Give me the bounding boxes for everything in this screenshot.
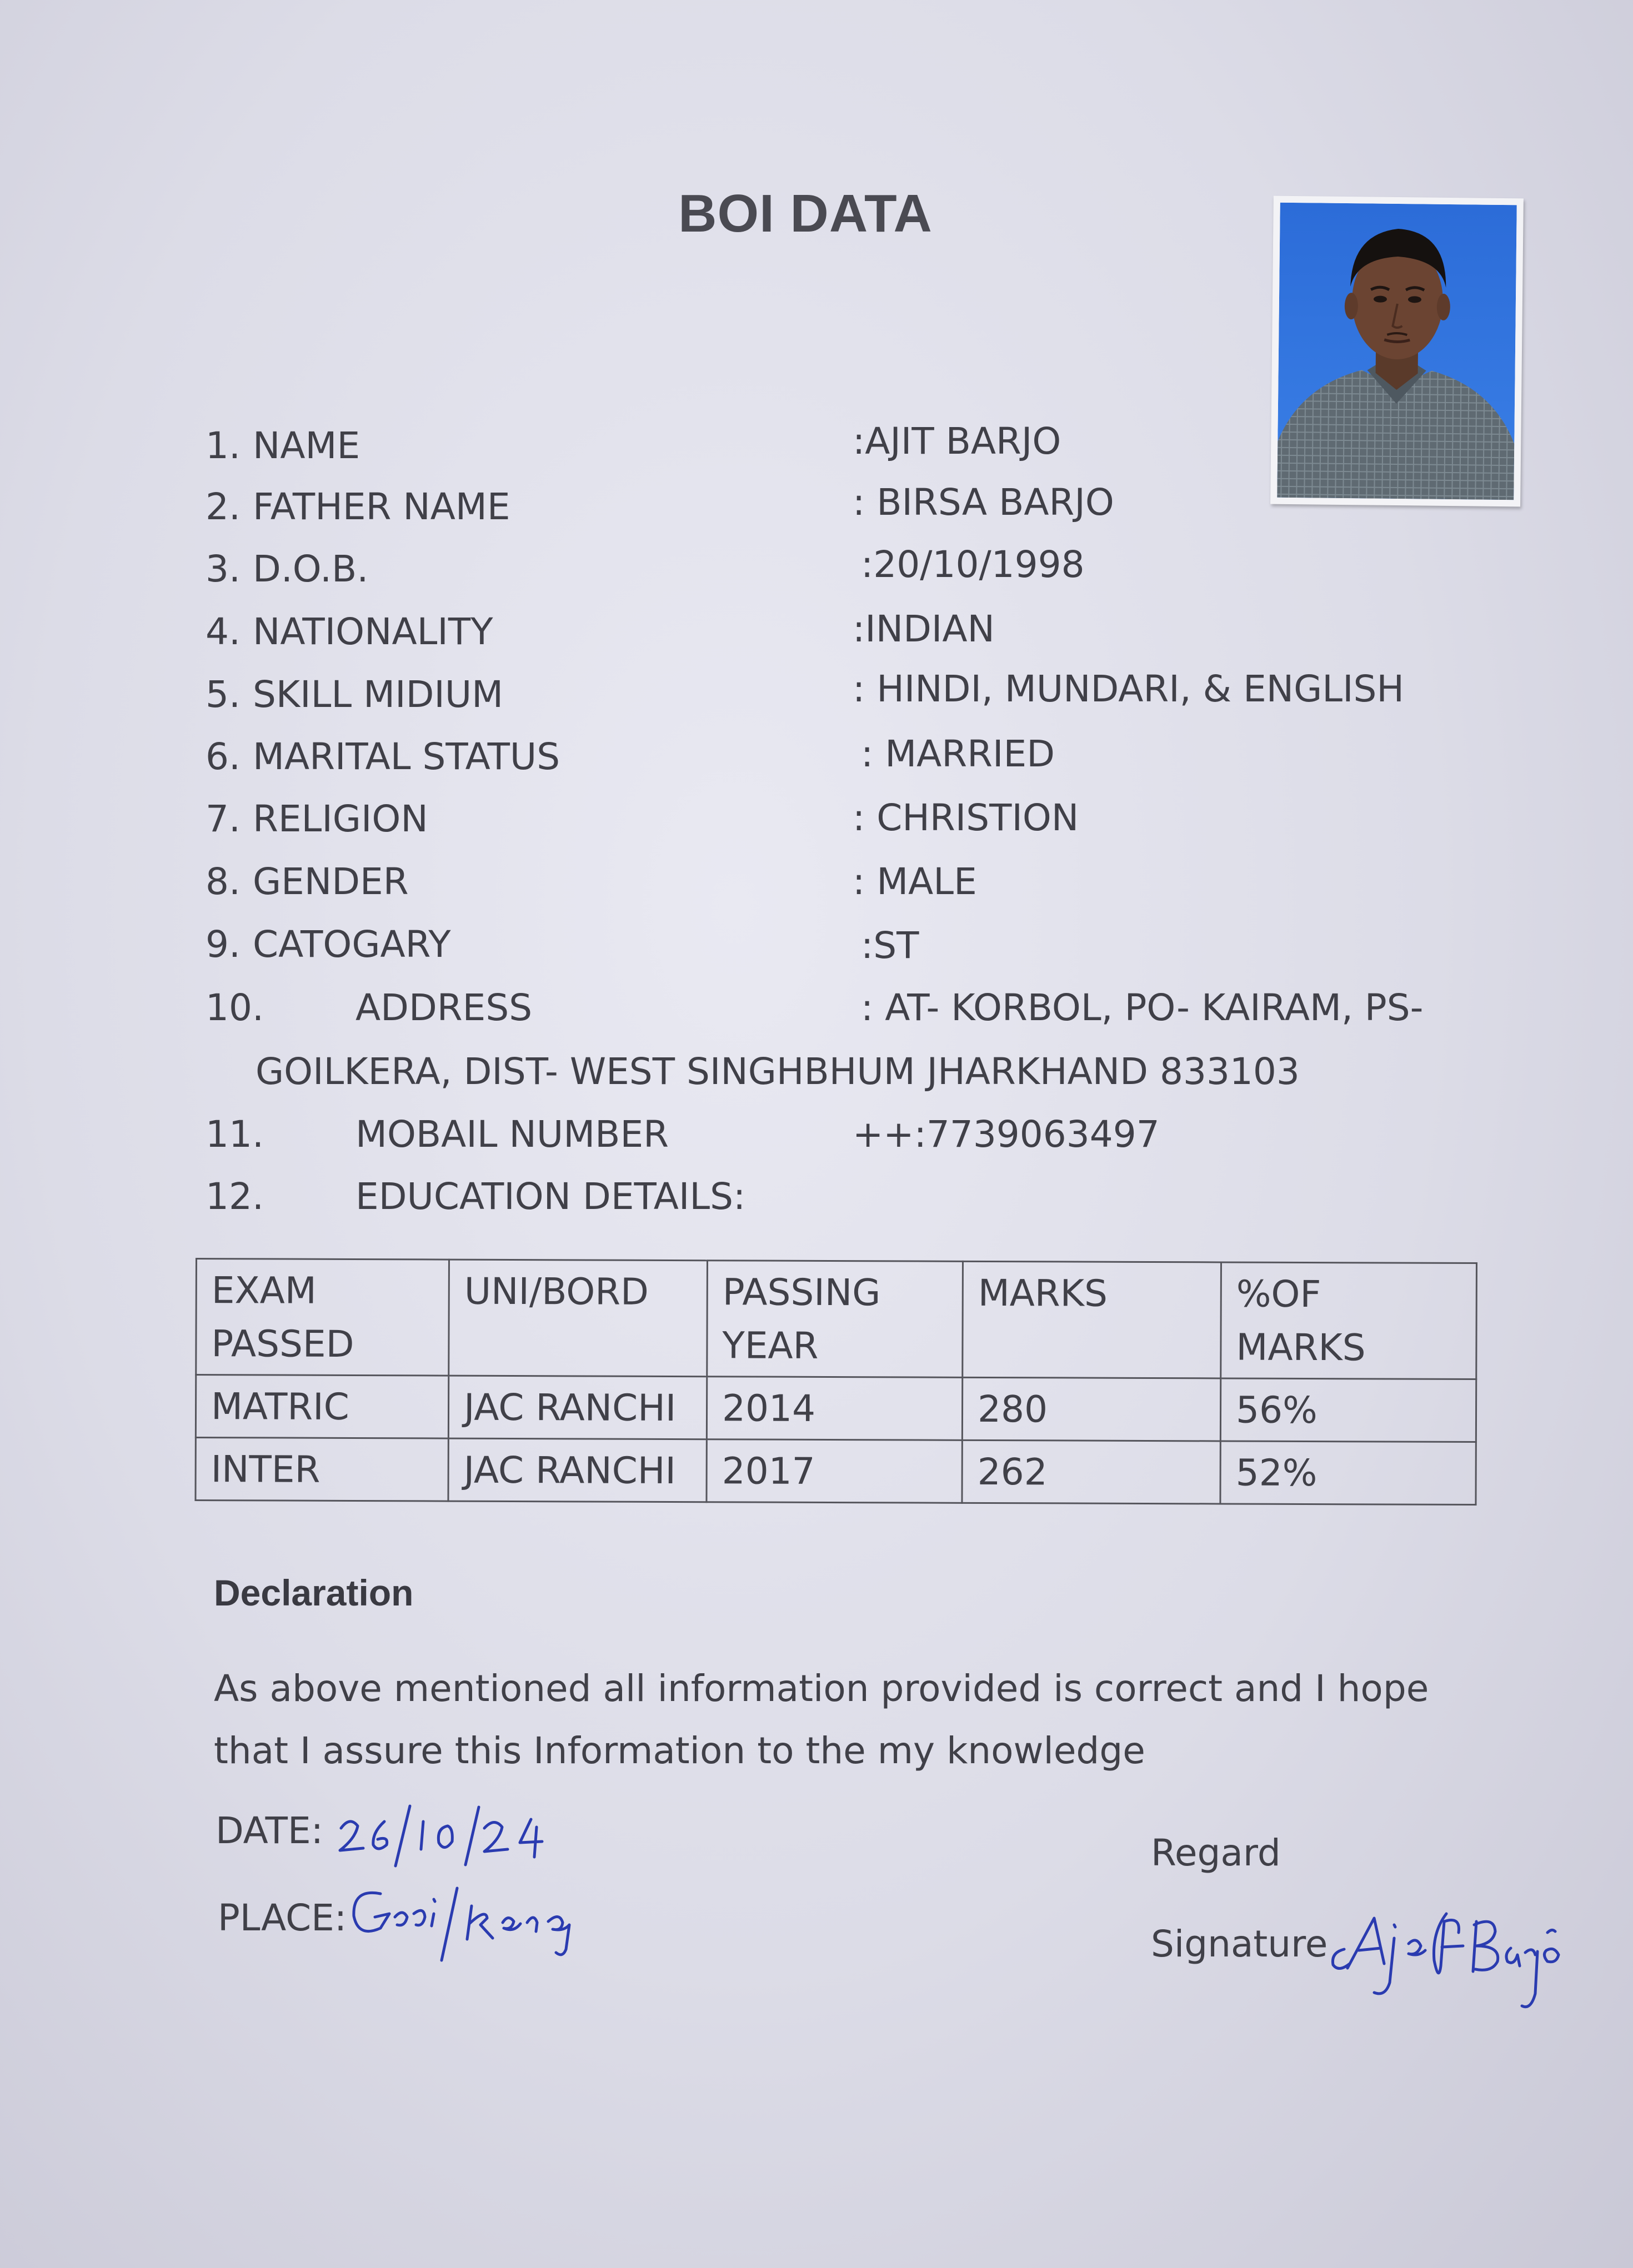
field-value-dob: :20/10/1998 [861, 543, 1085, 586]
field-number: 12. [206, 1175, 264, 1218]
field-label-skill-medium: SKILL MIDIUM [253, 673, 504, 716]
field-label-name: NAME [253, 424, 360, 467]
handwritten-date [333, 1799, 567, 1871]
handwritten-signature [1328, 1899, 1566, 2038]
field-label-father-name: FATHER NAME [253, 485, 510, 528]
field-number: 5. [206, 673, 241, 716]
table-cell: 56% [1220, 1378, 1476, 1442]
field-value-marital-status: : MARRIED [861, 732, 1055, 775]
table-row [196, 1438, 1476, 1505]
table-cell: 280 [962, 1377, 1220, 1441]
table-cell: MATRIC [196, 1375, 448, 1439]
column-header: PASSING YEAR [707, 1261, 963, 1378]
field-label-category: CATOGARY [253, 923, 451, 966]
regard-text: Regard [1151, 1832, 1281, 1874]
handwritten-place [342, 1877, 603, 1966]
field-number: 6. [206, 735, 241, 778]
table-cell: 2014 [707, 1377, 962, 1441]
place-label: PLACE: [218, 1896, 347, 1939]
field-number: 3. [206, 548, 241, 590]
field-value-mobile-number: ++:7739063497 [853, 1113, 1160, 1156]
field-value-religion: : CHRISTION [853, 796, 1079, 839]
declaration-heading: Declaration [214, 1572, 414, 1613]
field-label-religion: RELIGION [253, 797, 428, 840]
table-cell: JAC RANCHI [448, 1376, 707, 1439]
field-value-name: :AJIT BARJO [853, 420, 1061, 463]
date-label: DATE: [216, 1809, 323, 1852]
passport-photo [1270, 196, 1524, 507]
signature-label: Signature [1151, 1923, 1328, 1965]
field-number: 4. [206, 610, 241, 653]
field-number: 2. [206, 485, 241, 528]
table-cell: JAC RANCHI [448, 1438, 707, 1502]
field-number: 9. [206, 923, 241, 966]
table-header-row [196, 1259, 1477, 1379]
field-value-address-continuation: GOILKERA, DIST- WEST SINGHBHUM JHARKHAND 833103 [256, 1050, 1300, 1093]
table-cell: INTER [196, 1438, 448, 1502]
table-cell: 262 [962, 1440, 1220, 1504]
table-row [196, 1375, 1476, 1442]
field-number: 8. [206, 860, 241, 903]
field-label-dob: D.O.B. [253, 548, 369, 590]
field-label-education-details: EDUCATION DETAILS: [355, 1175, 746, 1218]
table-cell: 52% [1220, 1441, 1476, 1505]
declaration-text: As above mentioned all information provided is correct and I hope that I assure this Information to the my knowledge [214, 1667, 1429, 1772]
field-number: 7. [206, 797, 241, 840]
field-value-skill-medium: : HINDI, MUNDARI, & ENGLISH [853, 668, 1405, 710]
column-header: %OF MARKS [1221, 1262, 1477, 1379]
field-value-address: : AT- KORBOL, PO- KAIRAM, PS- [861, 986, 1424, 1029]
column-header: UNI/BORD [449, 1260, 708, 1377]
field-label-gender: GENDER [253, 860, 409, 903]
field-value-father-name: : BIRSA BARJO [853, 481, 1114, 524]
field-value-gender: : MALE [853, 860, 977, 903]
field-value-category: :ST [861, 924, 919, 967]
field-label-nationality: NATIONALITY [253, 610, 493, 653]
field-label-address: ADDRESS [355, 986, 533, 1029]
field-value-nationality: :INDIAN [853, 608, 995, 650]
field-number: 1. [206, 424, 241, 467]
field-label-marital-status: MARITAL STATUS [253, 735, 560, 778]
column-header: MARKS [963, 1261, 1221, 1378]
column-header: EXAM PASSED [196, 1259, 449, 1376]
document-title: BOI DATA [678, 184, 933, 243]
field-number: 11. [206, 1113, 264, 1156]
field-label-mobile-number: MOBAIL NUMBER [355, 1113, 669, 1156]
table-cell: 2017 [707, 1439, 962, 1503]
education-table [194, 1258, 1477, 1506]
field-number: 10. [206, 986, 264, 1029]
person-portrait-image [1277, 203, 1517, 500]
